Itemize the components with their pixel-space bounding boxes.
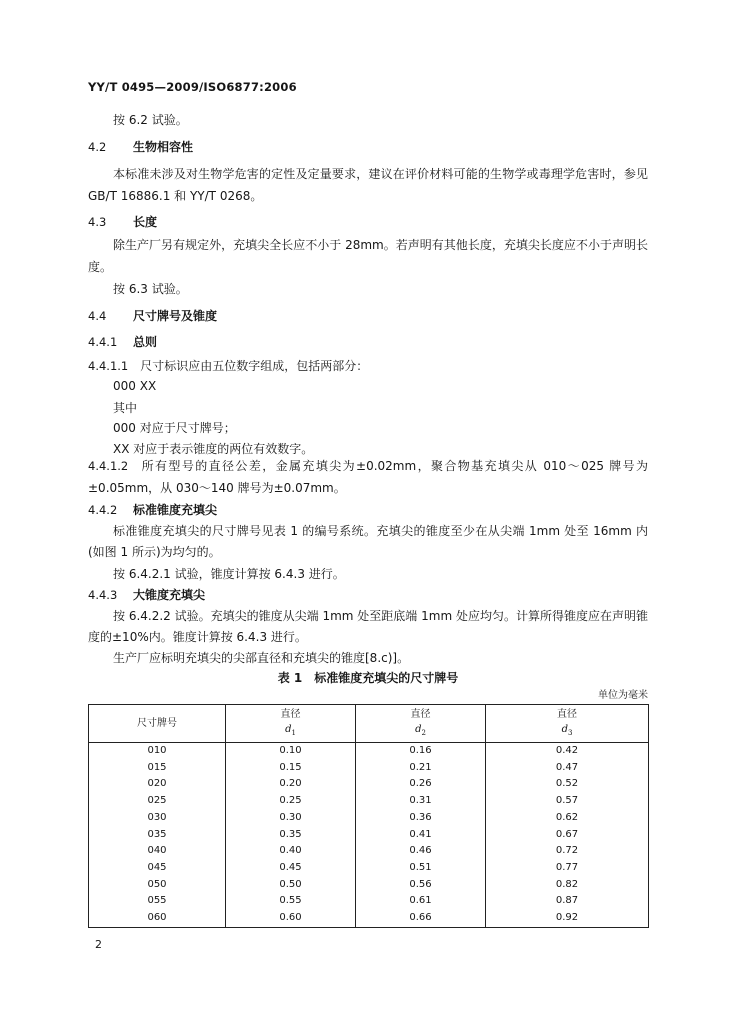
diameter-cell: 0.61 (356, 893, 486, 910)
table-row (89, 860, 649, 877)
diameter-cell: 0.31 (356, 793, 486, 810)
table-unit: 单位为毫米 (598, 690, 648, 701)
size-designation-cell: 015 (89, 760, 226, 777)
diameter-cell: 0.62 (486, 810, 649, 827)
diameter-cell: 0.10 (226, 743, 356, 760)
size-designation-cell: 060 (89, 910, 226, 927)
paragraph-standard-taper: 标准锥度充填尖的尺寸牌号见表 1 的编号系统。充填尖的锥度至少在从尖端 1mm 处至 16mm 内(如图 1 所示)为均匀的。 (88, 524, 648, 559)
column-header-label: 直径 (557, 708, 577, 720)
diameter-cell: 0.67 (486, 827, 649, 844)
table-row (89, 827, 649, 844)
diameter-cell: 0.16 (356, 743, 486, 760)
diameter-cell: 0.36 (356, 810, 486, 827)
column-header-label: 尺寸牌号 (137, 718, 177, 729)
table-row (89, 843, 649, 860)
size-designation-cell: 045 (89, 860, 226, 877)
diameter-cell: 0.42 (486, 743, 649, 760)
paragraph-length: 除生产厂另有规定外，充填尖全长应不小于 28mm。若声明有其他长度，充填尖长度应不小于声明长度。 (88, 238, 648, 274)
table-row (89, 743, 649, 760)
test-reference: 按 6.4.2.1 试验，锥度计算按 6.4.3 进行。 (113, 567, 345, 581)
table-row (89, 810, 649, 827)
size-designation-cell: 020 (89, 776, 226, 793)
size-designation-cell: 040 (89, 843, 226, 860)
section-number: 4.4.3 (88, 588, 118, 602)
diameter-cell: 0.45 (226, 860, 356, 877)
column-header-symbol (486, 722, 648, 741)
section-number: 4.4 (88, 309, 107, 323)
designation-format: 000 XX (113, 379, 157, 393)
page-number: 2 (95, 938, 102, 951)
diameter-cell: 0.77 (486, 860, 649, 877)
diameter-cell: 0.25 (226, 793, 356, 810)
diameter-cell: 0.55 (226, 893, 356, 910)
column-header-size (89, 705, 226, 743)
symbol-letter: d (285, 723, 292, 735)
diameter-cell: 0.15 (226, 760, 356, 777)
section-title: 总则 (133, 335, 158, 349)
section-heading-4-3 (88, 211, 648, 233)
symbol-letter: d (415, 723, 422, 735)
diameter-cell: 0.87 (486, 893, 649, 910)
section-number: 4.4.1 (88, 335, 118, 349)
diameter-cell: 0.47 (486, 760, 649, 777)
paragraph-manufacturer-note: 生产厂应标明充填尖的尖部直径和充填尖的锥度[8.c)]。 (113, 651, 410, 665)
column-header-d3 (486, 705, 649, 743)
clause-number: 4.4.1.2 (88, 459, 129, 473)
diameter-cell: 0.21 (356, 760, 486, 777)
size-designation-cell: 050 (89, 877, 226, 894)
section-number: 4.3 (88, 215, 107, 229)
size-designation-cell: 010 (89, 743, 226, 760)
table-body (89, 743, 649, 928)
test-reference: 按 6.2 试验。 (113, 113, 188, 127)
diameter-cell: 0.35 (226, 827, 356, 844)
list-item: 000 对应于尺寸牌号； (113, 421, 236, 435)
table-row (89, 776, 649, 793)
column-header-d1 (226, 705, 356, 743)
section-title: 生物相容性 (133, 140, 194, 154)
clause-text: 所有型号的直径公差，金属充填尖为±0.02mm，聚合物基充填尖从 010～025 牌号为±0.05mm，从 030～140 牌号为±0.07mm。 (88, 459, 648, 495)
table-header-row (89, 705, 649, 743)
table-row (89, 877, 649, 894)
column-header-symbol (356, 722, 485, 741)
list-item: XX 对应于表示锥度的两位有效数字。 (113, 442, 314, 456)
diameter-cell: 0.30 (226, 810, 356, 827)
table-caption: 表 1 标准锥度充填尖的尺寸牌号 (277, 671, 459, 685)
clause-number: 4.4.1.1 (88, 359, 129, 373)
diameter-cell: 0.51 (356, 860, 486, 877)
symbol-subscript: 2 (421, 728, 426, 737)
paragraph-biocompatibility: 本标准未涉及对生物学危害的定性及定量要求，建议在评价材料可能的生物学或毒理学危害时，参见 GB/T 16886.1 和 YY/T 0268。 (88, 167, 648, 203)
clause-text: 尺寸标识应由五位数字组成，包括两部分： (140, 359, 369, 373)
size-designation-table (88, 704, 649, 928)
diameter-cell: 0.56 (356, 877, 486, 894)
test-reference: 按 6.3 试验。 (113, 282, 188, 296)
section-title: 标准锥度充填尖 (133, 503, 218, 517)
section-heading-4-4-2 (88, 499, 648, 521)
paragraph-greater-taper: 按 6.4.2.2 试验。充填尖的锥度从尖端 1mm 处至距底端 1mm 处应均匀。计算所得锥度应在声明锥度的±10%内。锥度计算按 6.4.3 进行。 (88, 609, 648, 644)
diameter-cell: 0.57 (486, 793, 649, 810)
size-designation-cell: 055 (89, 893, 226, 910)
table-row (89, 793, 649, 810)
list-item: 其中 (113, 401, 138, 415)
diameter-cell: 0.41 (356, 827, 486, 844)
diameter-cell: 0.20 (226, 776, 356, 793)
table-row (89, 910, 649, 927)
section-number: 4.4.2 (88, 503, 118, 517)
diameter-cell: 0.82 (486, 877, 649, 894)
section-heading-4-4-1 (88, 331, 648, 353)
column-header-symbol (226, 722, 355, 741)
section-heading-4-2 (88, 136, 648, 158)
section-title: 大锥度充填尖 (133, 588, 206, 602)
diameter-cell: 0.40 (226, 843, 356, 860)
section-heading-4-4-3 (88, 584, 648, 606)
section-title: 尺寸牌号及锥度 (133, 309, 218, 323)
diameter-cell: 0.26 (356, 776, 486, 793)
size-designation-cell: 035 (89, 827, 226, 844)
section-title: 长度 (133, 215, 158, 229)
diameter-cell: 0.66 (356, 910, 486, 927)
diameter-cell: 0.46 (356, 843, 486, 860)
symbol-letter: d (561, 723, 568, 735)
column-header-label: 直径 (280, 708, 301, 720)
size-designation-cell: 025 (89, 793, 226, 810)
clause-4-4-1-1 (88, 355, 648, 377)
clause-4-4-1-2 (88, 455, 648, 499)
running-header: YY/T 0495—2009/ISO6877:2006 (88, 80, 297, 94)
size-designation-cell: 030 (89, 810, 226, 827)
diameter-cell: 0.50 (226, 877, 356, 894)
column-header-d2 (356, 705, 486, 743)
diameter-cell: 0.72 (486, 843, 649, 860)
symbol-subscript: 1 (291, 728, 296, 737)
section-number: 4.2 (88, 140, 107, 154)
diameter-cell: 0.52 (486, 776, 649, 793)
table-row (89, 760, 649, 777)
diameter-cell: 0.92 (486, 910, 649, 927)
section-heading-4-4 (88, 305, 648, 327)
symbol-subscript: 3 (567, 728, 573, 737)
diameter-cell: 0.60 (226, 910, 356, 927)
column-header-label: 直径 (410, 708, 431, 720)
table-row (89, 893, 649, 910)
